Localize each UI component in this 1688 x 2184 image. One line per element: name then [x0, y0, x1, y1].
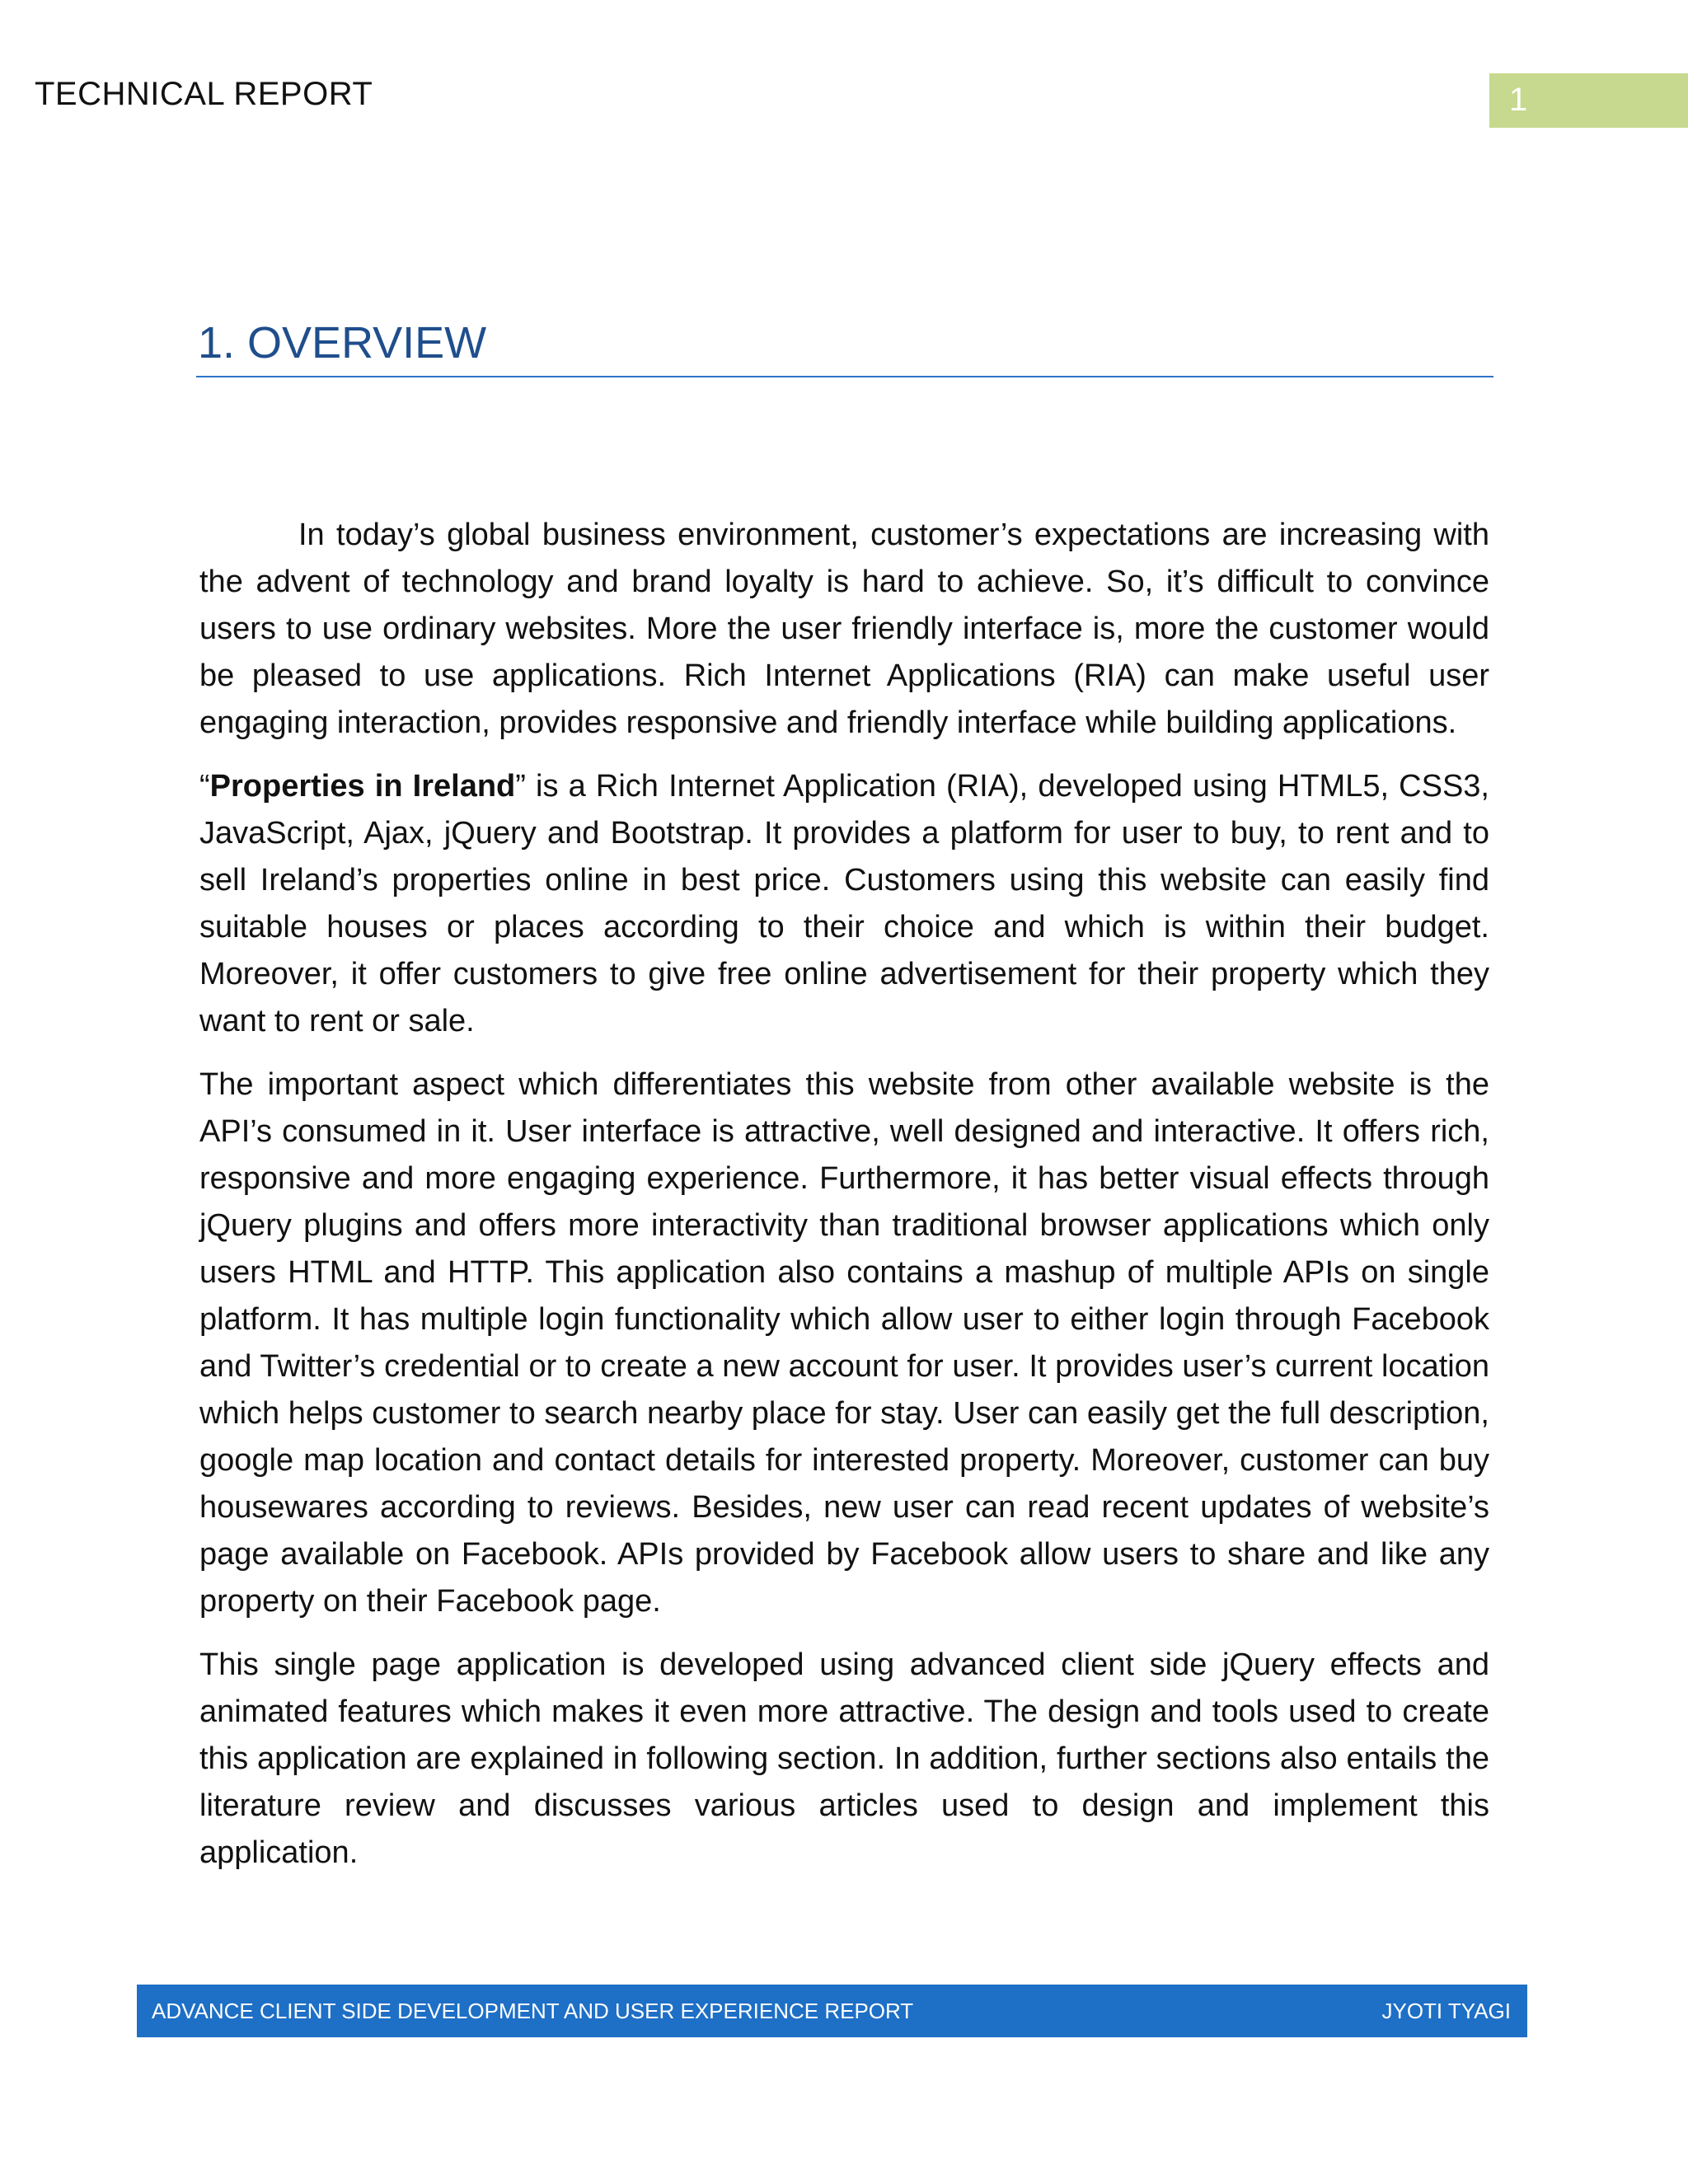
report-header-title: TECHNICAL REPORT: [35, 76, 373, 112]
page-number: 1: [1509, 82, 1528, 118]
paragraph-properties: [199, 763, 1489, 1045]
paragraph-single-page: This single page application is developed using advanced client side jQuery effects and animated features which makes it even more attractive. The design and tools used to create this application are explained in following section. In addition, further sections also entails the literature review and discusses various articles used to design and implement this application.: [199, 1647, 1489, 1870]
section-heading: 1. OVERVIEW: [198, 318, 487, 368]
page-number-box: [1489, 73, 1688, 128]
paragraph-api-aspects: The important aspect which differentiates this website from other available website is the API’s consumed in it. User interface is attractive, well designed and interactive. It offers rich, responsive and more engaging experience. Furthermore, it has better visual effects through jQuery plugins and offers more interactivity than traditional browser applications which only users HTML and HTTP. This application also contains a mashup of multiple APIs on single platform. It has multiple login functionality which allow user to either login through Facebook and Twitter’s credential or to create a new account for user. It provides user’s current location which helps customer to search nearby place for stay. User can easily get the full description, google map location and contact details for interested property. Moreover, customer can buy housewares according to reviews. Besides, new user can read recent updates of website’s page available on Facebook. APIs provided by Facebook allow users to share and like any property on their Facebook page.: [199, 1067, 1489, 1619]
body-text: [199, 512, 1489, 1893]
open-quote: “: [199, 769, 210, 804]
heading-rule: [196, 376, 1493, 377]
app-name-bold: Properties in Ireland: [209, 769, 516, 804]
footer-report-title: ADVANCE CLIENT SIDE DEVELOPMENT AND USER EXPERIENCE REPORT: [152, 1999, 914, 2023]
footer-author: JYOTI TYAGI: [1381, 1999, 1511, 2023]
footer-bar: [137, 1985, 1527, 2037]
paragraph-intro: In today’s global business environment, customer’s expectations are increasing with the advent of technology and brand loyalty is hard to achieve. So, it’s difficult to convince users to use ordinary websites. More the user friendly interface is, more the customer would be pleased to use applications. Rich Internet Applications (RIA) can make useful user engaging interaction, provides responsive and friendly interface while building applications.: [199, 518, 1489, 740]
paragraph-properties-rest: ” is a Rich Internet Application (RIA), developed using HTML5, CSS3, JavaScript, Ajax, jQuery and Bootstrap. It provides a platform for user to buy, to rent and to sell Ireland’s properties online in best price. Customers using this website can easily find suitable houses or places according to their choice and which is within their budget. Moreover, it offer customers to give free online advertisement for their property which they want to rent or sale.: [199, 769, 1489, 1038]
